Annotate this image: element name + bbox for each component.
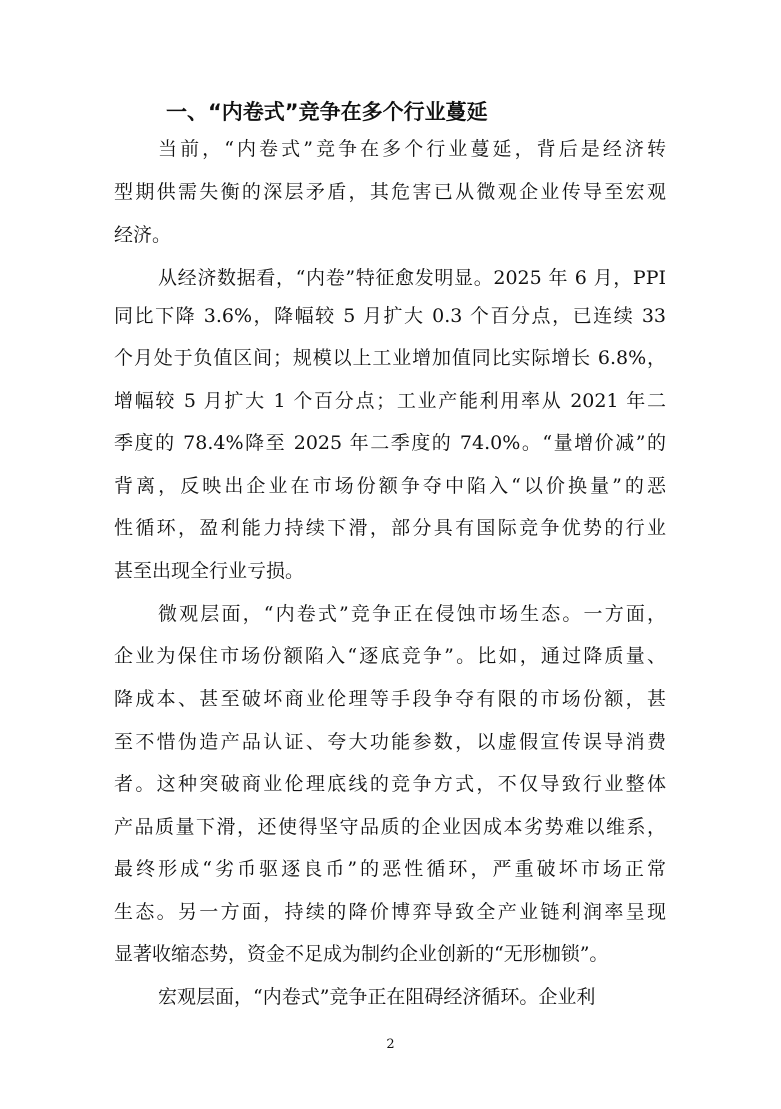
paragraph-line: 经济。 bbox=[114, 224, 172, 246]
paragraph-line: 增幅较 5 月扩大 1 个百分点；工业产能利用率从 2021 年二 bbox=[114, 390, 666, 412]
paragraph-line: 显著收缩态势，资金不足成为制约企业创新的“无形枷锁”。 bbox=[114, 943, 609, 965]
paragraph-line: 当前，“内卷式”竞争在多个行业蔓延，背后是经济转 bbox=[158, 138, 666, 160]
paragraph-line: 同比下降 3.6%，降幅较 5 月扩大 0.3 个百分点，已连续 33 bbox=[114, 305, 666, 327]
paragraph-line: 生态。另一方面，持续的降价博弈导致全产业链利润率呈现 bbox=[114, 901, 666, 923]
paragraph-line: 降成本、甚至破坏商业伦理等手段争夺有限的市场份额，甚 bbox=[114, 688, 666, 710]
paragraph-line: 至不惜伪造产品认证、夸大功能参数，以虚假宣传误导消费 bbox=[114, 731, 666, 753]
paragraph-line: 宏观层面，“内卷式”竞争正在阻碍经济循环。企业利 bbox=[158, 986, 596, 1008]
paragraph-line: 甚至出现全行业亏损。 bbox=[114, 560, 305, 582]
paragraph-line: 季度的 78.4%降至 2025 年二季度的 74.0%。“量增价减”的 bbox=[114, 432, 666, 454]
section-heading: 一、“内卷式”竞争在多个行业蔓延 bbox=[166, 100, 488, 124]
paragraph-line: 者。这种突破商业伦理底线的竞争方式，不仅导致行业整体 bbox=[114, 773, 666, 795]
paragraph-line: 微观层面，“内卷式”竞争正在侵蚀市场生态。一方面， bbox=[158, 603, 666, 625]
paragraph-line: 最终形成“劣币驱逐良币”的恶性循环，严重破坏市场正常 bbox=[114, 858, 666, 880]
paragraph-line: 企业为保住市场份额陷入“逐底竞争”。比如，通过降质量、 bbox=[114, 645, 666, 667]
paragraph-line: 背离，反映出企业在市场份额争夺中陷入“以价换量”的恶 bbox=[114, 475, 666, 497]
paragraph-line: 从经济数据看，“内卷”特征愈发明显。2025 年 6 月，PPI bbox=[158, 267, 666, 289]
paragraph-line: 型期供需失衡的深层矛盾，其危害已从微观企业传导至宏观 bbox=[114, 181, 666, 203]
paragraph-line: 个月处于负值区间；规模以上工业增加值同比实际增长 6.8%， bbox=[114, 347, 666, 369]
paragraph-line: 性循环，盈利能力持续下滑，部分具有国际竞争优势的行业 bbox=[114, 517, 666, 539]
paragraph-line: 产品质量下滑，还使得坚守品质的企业因成本劣势难以维系， bbox=[114, 816, 666, 838]
page-number: 2 bbox=[386, 1037, 395, 1052]
